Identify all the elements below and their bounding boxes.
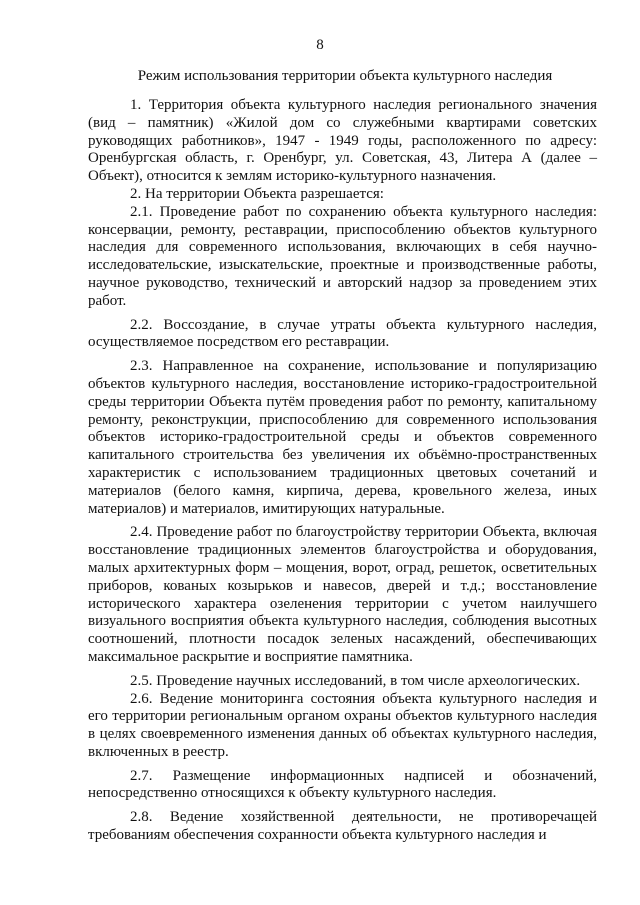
- document-body: [88, 97, 597, 845]
- paragraph-1: 1. Территория объекта культурного наследия регионального значения (вид – памятник) «Жилой дом со служебными квартирами советских руководящих работников», 1947 - 1949 годы, расположенного по адресу: Оренбургская область, г. Оренбург, ул. Советская, 43, Литера А (далее – Объект), относится к землям историко-культурного назначения.: [88, 97, 597, 185]
- paragraph-2-7: 2.7. Размещение информационных надписей и обозначений, непосредственно относящихся к объекту культурного наследия.: [88, 767, 597, 802]
- paragraph-2-4: 2.4. Проведение работ по благоустройству территории Объекта, включая восстановление традиционных элементов благоустройства и оборудования, малых архитектурных форм – мощения, ворот, оград, решеток, осветительных приборов, кованых козырьков и навесов, дверей и т.д.; восстановление исторического характера озеленения территории с учетом наилучшего визуального восприятия объекта культурного наследия, соблюдения высотных соотношений, плотности посадок зеленых насаждений, обеспечивающих максимальное раскрытие и восприятие памятника.: [88, 524, 597, 665]
- document-heading: Режим использования территории объекта культурного наследия: [137, 68, 553, 84]
- paragraph-2-3: 2.3. Направленное на сохранение, использование и популяризацию объектов культурного наследия, восстановление историко-градостроительной среды территории Объекта путём проведения работ по ремонту, капитальному ремонту, реконструкции, приспособлению для современного использования объектов историко-градостроительной среды и объектов современного капитального строительства без увеличения их объёмно-пространственных характеристик с использованием традиционных цветовых сочетаний и материалов (белого камня, кирпича, дерева, кровельного железа, иных материалов) и материалов, имитирующих натуральные.: [88, 358, 597, 517]
- page-number: 8: [316, 37, 324, 53]
- paragraph-2-8: 2.8. Ведение хозяйственной деятельности, не противоречащей требованиям обеспечения сохранности объекта культурного наследия и: [88, 809, 597, 844]
- paragraph-2-6: 2.6. Ведение мониторинга состояния объекта культурного наследия и его территории региональным органом охраны объектов культурного наследия в целях своевременного изменения данных об объектах культурного наследия, включенных в реестр.: [88, 690, 597, 760]
- paragraph-2: 2. На территории Объекта разрешается:: [130, 185, 384, 202]
- paragraph-2-5: 2.5. Проведение научных исследований, в том числе археологических.: [130, 672, 581, 689]
- paragraph-2-1: 2.1. Проведение работ по сохранению объекта культурного наследия: консервации, ремонту, реставрации, приспособлению объектов культурного наследия для современного использования, включающих в себя научно-исследовательские, изыскательские, проектные и производственные работы, научное руководство, технический и авторский надзор за проведением этих работ.: [88, 203, 597, 309]
- paragraph-2-2: 2.2. Воссоздание, в случае утраты объекта культурного наследия, осуществляемое посредством его реставрации.: [88, 316, 597, 351]
